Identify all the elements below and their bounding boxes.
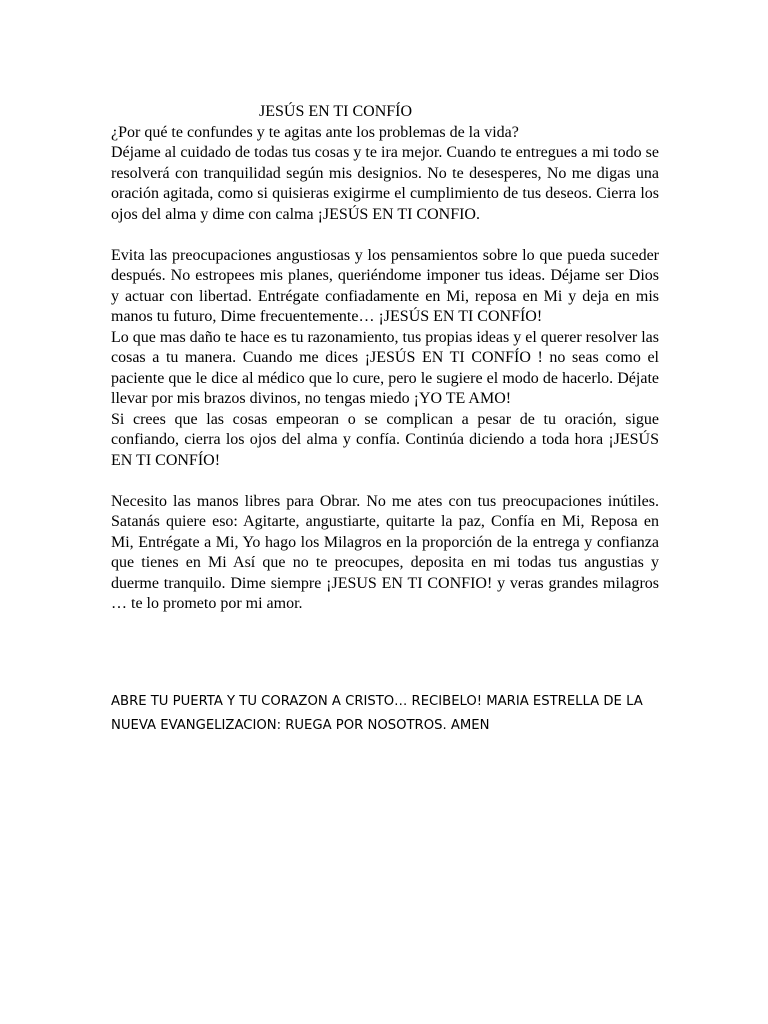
paragraph-lo-que-mas: Lo que mas daño te hace es tu razonamiento, tus propias ideas y el querer resolver las cosas a tu manera. Cuando me dices ¡JESÚS EN TI CONFÍO ! no seas como el paciente que le dice al médico que lo cure, pero le sugiere el modo de hacerlo. Déjate llevar por mis brazos divinos, no tengas miedo ¡YO TE AMO!	[111, 328, 659, 407]
question-paragraph: ¿Por qué te confundes y te agitas ante los problemas de la vida?	[111, 123, 519, 141]
paragraph-si-crees: Si crees que las cosas empeoran o se complican a pesar de tu oración, sigue confiando, cierra los ojos del alma y confía. Continúa diciendo a toda hora ¡JESÚS EN TI CONFÍO!	[111, 410, 659, 469]
paragraph-evita: Evita las preocupaciones angustiosas y los pensamientos sobre lo que pueda suceder después. No estropees mis planes, queriéndome imponer tus ideas. Déjame ser Dios y actuar con libertad. Entrégate confiadamente en Mi, reposa en Mi y deja en mis manos tu futuro, Dime frecuentemente… ¡JESÚS EN TI CONFÍO!	[111, 246, 659, 325]
document-body	[111, 102, 659, 615]
paragraph-necesito: Necesito las manos libres para Obrar. No me ates con tus preocupaciones inútiles. Satanás quiere eso: Agitarte, angustiarte, quitarte la paz, Confía en Mi, Reposa en Mi, Entrégate a Mi, Yo hago los Milagros en la proporción de la entrega y confianza que tienes en Mi Así que no te preocupes, deposita en mi todas tus angustias y duerme tranquilo. Dime siempre ¡JESUS EN TI CONFIO! y veras grandes milagros … te lo prometo por mi amor.	[111, 492, 659, 612]
document-title: JESÚS EN TI CONFÍO	[259, 103, 413, 120]
closing-prayer: ABRE TU PUERTA Y TU CORAZON A CRISTO… RECIBELO! MARIA ESTRELLA DE LA NUEVA EVANGELIZACION: RUEGA POR NOSOTROS. AMEN	[111, 694, 643, 733]
paragraph-dejame: Déjame al cuidado de todas tus cosas y te ira mejor. Cuando te entregues a mi todo se resolverá con tranquilidad según mis designios. No te desesperes, No me digas una oración agitada, como si quisieras exigirme el cumplimiento de tus deseos. Cierra los ojos del alma y dime con calma ¡JESÚS EN TI CONFIO.	[111, 144, 659, 223]
